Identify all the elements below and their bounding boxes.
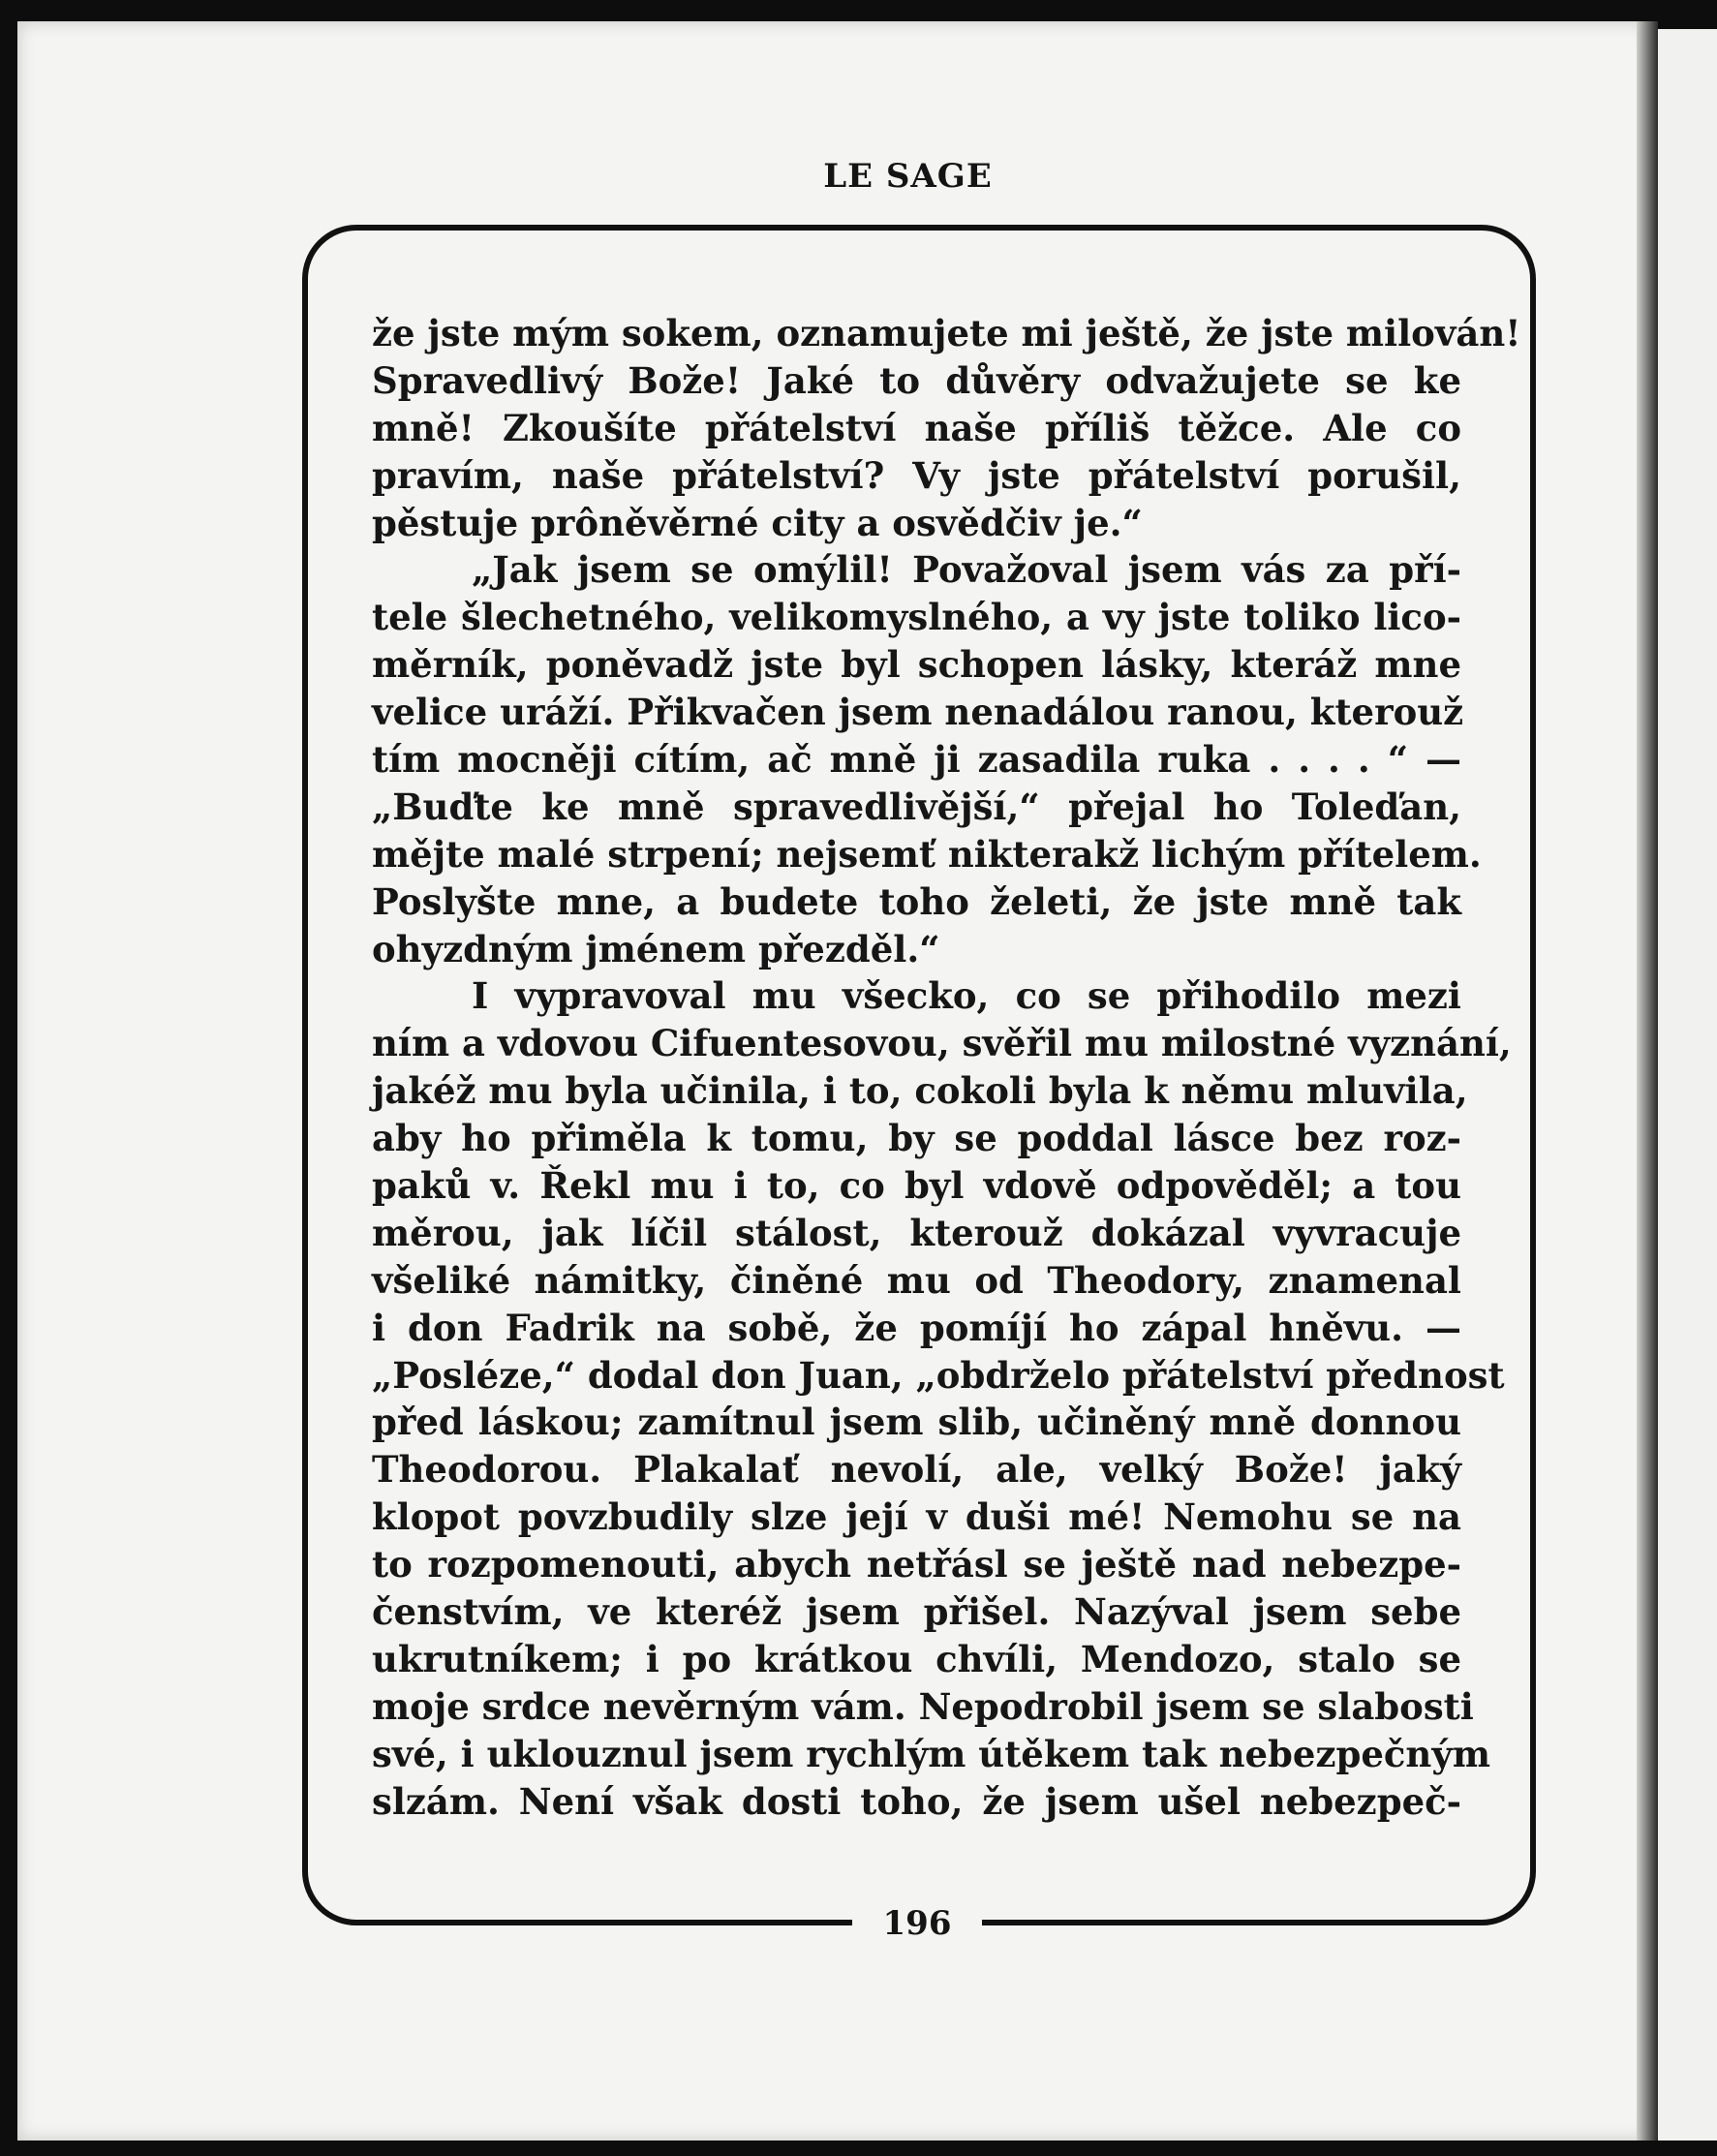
text-line: tele šlechetného, velikomyslného, a vy jste toliko lico- <box>372 596 1461 639</box>
text-line: moje srdce nevěrným vám. Nepodrobil jsem se slabosti <box>372 1684 1474 1728</box>
text-line: slzám. Není však dosti toho, že jsem ušel nebezpeč- <box>372 1779 1461 1823</box>
text-line: to rozpomenouti, abych netřásl se ještě nad nebezpe- <box>372 1543 1461 1586</box>
text-line: ním a vdovou Cifuentesovou, svěřil mu milostné vyznání, <box>372 1022 1512 1065</box>
page-number: 196 <box>882 1904 952 1943</box>
text-line: Theodorou. Plakalať nevolí, ale, velký Bože! jaký <box>372 1448 1461 1492</box>
text-line: pěstuje prôněvěrné city a osvědčiv je.“ <box>372 501 1143 544</box>
text-line: mějte malé strpení; nejsemť nikterakž lichým přítelem. <box>372 832 1482 876</box>
text-line: před láskou; zamítnul jsem slib, učiněný mně donnou <box>372 1401 1461 1444</box>
text-line: „Buďte ke mně spravedlivější,“ přejal ho Toleďan, <box>372 785 1461 828</box>
body-text <box>372 310 1521 1826</box>
next-page-edge <box>1658 29 1717 2141</box>
text-line: aby ho přiměla k tomu, by se poddal lásce bez roz- <box>372 1117 1461 1160</box>
text-line: své, i uklouznul jsem rychlým útěkem tak nebezpečným <box>372 1732 1490 1775</box>
text-line: že jste mým sokem, oznamujete mi ještě, že jste milován! <box>372 312 1521 354</box>
text-line: mně! Zkoušíte přátelství naše příliš těžce. Ale co <box>372 406 1461 449</box>
text-line: velice uráží. Přikvačen jsem nenadálou ranou, kterouž <box>372 691 1464 734</box>
text-line: čenstvím, ve kteréž jsem přišel. Nazýval jsem sebe <box>372 1590 1461 1634</box>
text-line: I vypravoval mu všecko, co se přihodilo mezi <box>472 974 1461 1018</box>
text-line: paků v. Řekl mu i to, co byl vdově odpověděl; a tou <box>372 1164 1461 1208</box>
running-head-title: LE SAGE <box>823 157 993 196</box>
text-line: Spravedlivý Bože! Jaké to důvěry odvažujete se ke <box>372 358 1461 402</box>
text-line: tím mocněji cítím, ač mně ji zasadila ruka . . . . “ — <box>372 738 1461 782</box>
text-line: ukrutníkem; i po krátkou chvíli, Mendozo, stalo se <box>372 1637 1461 1680</box>
text-line: Poslyšte mne, a budete toho želeti, že jste mně tak <box>372 879 1461 923</box>
text-line: všeliké námitky, činěné mu od Theodory, znamenal <box>372 1258 1461 1302</box>
text-line: ohyzdným jménem přezděl.“ <box>372 927 940 970</box>
text-line: „Posléze,“ dodal don Juan, „obdrželo přátelství přednost <box>372 1353 1505 1397</box>
text-line: měrou, jak líčil stálost, kterouž dokázal vyvracuje <box>372 1211 1461 1254</box>
text-line: měrník, poněvadž jste byl schopen lásky, kteráž mne <box>372 643 1461 687</box>
text-line: klopot povzbudily slze její v duši mé! Nemohu se na <box>372 1495 1461 1539</box>
binding-shadow <box>1637 21 1658 2141</box>
text-line: jakéž mu byla učinila, i to, cokoli byla k němu mluvila, <box>372 1069 1468 1113</box>
text-line: pravím, naše přátelství? Vy jste přátelství porušil, <box>372 453 1461 497</box>
text-line: i don Fadrik na sobě, že pomíjí ho zápal hněvu. — <box>372 1306 1461 1349</box>
text-line: „Jak jsem se omýlil! Považoval jsem vás za pří- <box>472 548 1461 592</box>
